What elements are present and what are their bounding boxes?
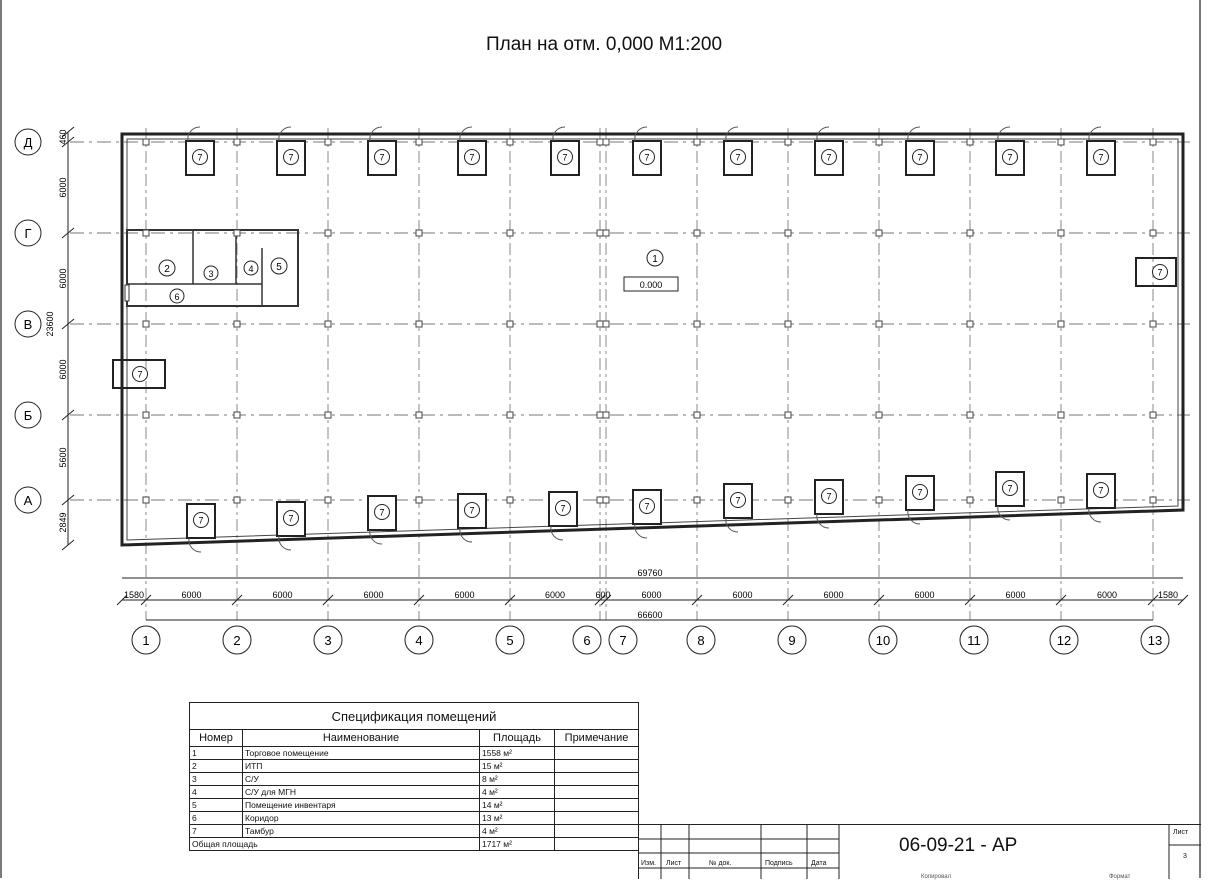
spec-cell-note (555, 760, 639, 773)
stamp-footer-copied: Копировал (921, 874, 952, 880)
row-axis-label: А (23, 493, 33, 508)
column (1150, 139, 1156, 145)
column (325, 230, 331, 236)
door-swing (635, 524, 647, 538)
room-tag-7: 7 (137, 369, 143, 380)
col-axis-label: 7 (619, 633, 627, 648)
column (1150, 497, 1156, 503)
room-tag-7: 7 (826, 491, 832, 502)
column (967, 139, 973, 145)
stamp-col-sheet: Лист (666, 860, 682, 867)
column (967, 412, 973, 418)
spec-cell-area: 1558 м² (480, 747, 555, 760)
column (143, 497, 149, 503)
column (416, 139, 422, 145)
room-tag-7: 7 (917, 152, 923, 163)
spec-header-number: Номер (190, 730, 243, 747)
column (876, 497, 882, 503)
column (597, 139, 603, 145)
column (603, 230, 609, 236)
column (1150, 321, 1156, 327)
total-height-dim: 23600 (45, 311, 55, 337)
row-dim-value: 5600 (58, 447, 68, 468)
column (876, 139, 882, 145)
column (876, 321, 882, 327)
col-dim-value: 6000 (641, 590, 662, 600)
column (876, 230, 882, 236)
spec-cell-number: 4 (190, 786, 243, 799)
col-axis-label: 4 (415, 633, 423, 648)
column (507, 497, 513, 503)
column (785, 230, 791, 236)
spec-cell-number: 6 (190, 812, 243, 825)
column (234, 321, 240, 327)
column (785, 497, 791, 503)
col-dim-value: 600 (595, 590, 611, 600)
spec-row (190, 773, 639, 786)
col-dim-value: 1580 (1157, 590, 1179, 600)
vestibule (277, 502, 305, 550)
column (507, 139, 513, 145)
column (597, 321, 603, 327)
spec-cell-number: 1 (190, 747, 243, 760)
spec-cell-area: 8 м² (480, 773, 555, 786)
col-dim-value: 6000 (1005, 590, 1026, 600)
row-axis-label: Д (23, 135, 33, 150)
spec-cell-number: 5 (190, 799, 243, 812)
spec-cell-name: Коридор (243, 812, 480, 825)
column (694, 321, 700, 327)
door-opening (125, 285, 129, 301)
column (234, 139, 240, 145)
column (143, 412, 149, 418)
room-tag-7: 7 (1098, 485, 1104, 496)
room-tag-7: 7 (735, 495, 741, 506)
spec-cell-area: 14 м² (480, 799, 555, 812)
spec-rows (190, 747, 639, 838)
stamp-col-doc: № док. (709, 860, 732, 867)
room-tag-7: 7 (1007, 483, 1013, 494)
column (694, 230, 700, 236)
column (597, 230, 603, 236)
col-dim-value: 6000 (544, 590, 566, 600)
room-tag-7: 7 (644, 152, 650, 163)
level-mark: 0.000 (639, 280, 663, 290)
door-swing (908, 510, 920, 524)
spec-total-value: 1717 м² (480, 838, 555, 851)
vestibules (133, 127, 1168, 552)
spec-cell-name: ИТП (243, 760, 480, 773)
spec-cell-note (555, 825, 639, 838)
row-axis-label: Б (23, 408, 33, 423)
column (325, 412, 331, 418)
drawing-code: 06-09-21 - АР (899, 835, 1018, 856)
sheet-number: 3 (1183, 853, 1187, 860)
column (416, 412, 422, 418)
column (785, 139, 791, 145)
column (603, 497, 609, 503)
room-tag-7: 7 (562, 152, 568, 163)
spec-cell-name: Тамбур (243, 825, 480, 838)
room-tag-4: 4 (248, 264, 254, 274)
room-tag-7: 7 (1098, 152, 1104, 163)
column (143, 139, 149, 145)
room-spec-table (189, 702, 639, 851)
spec-cell-area: 13 м² (480, 812, 555, 825)
column (1150, 412, 1156, 418)
col-dim-value: 6000 (181, 590, 202, 600)
room-tag-7: 7 (288, 152, 294, 163)
grid-lines (70, 128, 1190, 620)
column (143, 230, 149, 236)
spec-cell-note (555, 799, 639, 812)
column (967, 321, 973, 327)
column (785, 321, 791, 327)
stamp-col-date: Дата (811, 860, 827, 867)
room-tag-7: 7 (917, 487, 923, 498)
room-tag-7: 7 (469, 505, 475, 516)
column (325, 139, 331, 145)
room-tag-7: 7 (379, 507, 385, 518)
col-axis-label: 3 (324, 633, 332, 648)
col-dim-value: 6000 (272, 590, 293, 600)
axis-markers (15, 129, 1169, 654)
column (694, 139, 700, 145)
spec-cell-note (555, 812, 639, 825)
column (234, 230, 240, 236)
column (234, 497, 240, 503)
column (416, 321, 422, 327)
column (416, 497, 422, 503)
door-swing (998, 506, 1010, 520)
column (597, 497, 603, 503)
row-dim-value: 6000 (58, 177, 68, 198)
spec-row (190, 786, 639, 799)
spec-cell-name: С/У для МГН (243, 786, 480, 799)
room-tag-7: 7 (197, 152, 203, 163)
col-dim-value: 6000 (363, 590, 384, 600)
spec-cell-number: 3 (190, 773, 243, 786)
spec-header-name: Наименование (243, 730, 480, 747)
column (234, 412, 240, 418)
row-dim-value: 460 (58, 129, 68, 145)
spec-cell-note (555, 786, 639, 799)
spec-cell-note (555, 747, 639, 760)
spec-cell-area: 15 м² (480, 760, 555, 773)
col-dim-value: 6000 (454, 590, 475, 600)
room-tag-7: 7 (735, 152, 741, 163)
col-axis-label: 6 (583, 633, 591, 648)
col-axis-label: 1 (142, 633, 150, 648)
column (597, 412, 603, 418)
column (507, 230, 513, 236)
spec-caption: Спецификация помещений (190, 703, 639, 730)
col-axis-label: 13 (1147, 633, 1163, 648)
spec-header-area: Площадь (480, 730, 555, 747)
room-tag-7: 7 (288, 513, 294, 524)
column (1058, 321, 1064, 327)
room-tag-6: 6 (174, 292, 180, 302)
column (1058, 412, 1064, 418)
spec-cell-note (555, 773, 639, 786)
column (325, 497, 331, 503)
column (507, 412, 513, 418)
room-tag-7: 7 (644, 501, 650, 512)
door-swing (551, 526, 563, 540)
column (507, 321, 513, 327)
column (603, 139, 609, 145)
stamp-col-change: Изм. (641, 860, 656, 867)
vestibule (1087, 474, 1115, 522)
vestibule (549, 492, 577, 540)
column (603, 321, 609, 327)
column (325, 321, 331, 327)
spec-cell-number: 2 (190, 760, 243, 773)
spec-row (190, 799, 639, 812)
spec-cell-name: Торговое помещение (243, 747, 480, 760)
column (603, 412, 609, 418)
spec-cell-number: 7 (190, 825, 243, 838)
column (1058, 497, 1064, 503)
column (876, 412, 882, 418)
row-dim-value: 2849 (58, 512, 68, 533)
spec-row (190, 760, 639, 773)
row-dim-value: 6000 (58, 268, 68, 289)
column (967, 230, 973, 236)
col-dim-value: 6000 (823, 590, 844, 600)
spec-cell-area: 4 м² (480, 786, 555, 799)
dimension-lines (45, 127, 1188, 620)
drawing-title: План на отм. 0,000 М1:200 (485, 34, 723, 55)
room-tag-1: 1 (652, 254, 658, 265)
col-dim-value: 6000 (732, 590, 753, 600)
spec-header-note: Примечание (555, 730, 639, 747)
col-axis-label: 5 (506, 633, 514, 648)
row-axis-label: Г (24, 226, 32, 241)
col-axis-label: 9 (788, 633, 796, 648)
column (694, 497, 700, 503)
spec-row (190, 812, 639, 825)
col-axis-label: 8 (697, 633, 705, 648)
col-axis-label: 12 (1056, 633, 1072, 648)
spec-cell-name: С/У (243, 773, 480, 786)
structural-columns (143, 139, 1156, 503)
overall-dim: 69760 (637, 568, 663, 578)
room-tag-7: 7 (826, 152, 832, 163)
room-tag-3: 3 (208, 269, 214, 279)
room-tag-7: 7 (1157, 267, 1163, 278)
room-tag-7: 7 (379, 152, 385, 163)
vestibule (187, 504, 215, 552)
spec-row (190, 747, 639, 760)
room-tag-7: 7 (469, 152, 475, 163)
column (967, 497, 973, 503)
column (1058, 230, 1064, 236)
vestibule (633, 490, 661, 538)
vestibule (996, 472, 1024, 520)
col-dim-value: 6000 (1096, 590, 1118, 600)
col-dim-value: 1580 (123, 590, 145, 600)
title-block (638, 824, 1201, 879)
row-dim-value: 6000 (58, 359, 68, 380)
room-tag-5: 5 (276, 262, 282, 273)
spec-row (190, 825, 639, 838)
column (785, 412, 791, 418)
door-swing (189, 538, 201, 552)
column (1058, 139, 1064, 145)
spec-total-note (555, 838, 639, 851)
sheet-label: Лист (1173, 829, 1189, 836)
column (143, 321, 149, 327)
room-tag-7: 7 (1007, 152, 1013, 163)
stamp-col-sign: Подпись (765, 860, 793, 867)
row-axis-label: В (23, 317, 33, 332)
axes-dim: 66600 (637, 610, 663, 620)
column (416, 230, 422, 236)
col-axis-label: 11 (967, 633, 981, 648)
room-tag-7: 7 (198, 515, 204, 526)
room-tag-7: 7 (560, 503, 566, 514)
col-dim-value: 6000 (914, 590, 935, 600)
door-swing (1089, 508, 1101, 522)
vestibule (906, 476, 934, 524)
column (1150, 230, 1156, 236)
stamp-footer-format: Формат (1109, 874, 1131, 880)
col-axis-label: 2 (233, 633, 241, 648)
column (694, 412, 700, 418)
spec-cell-name: Помещение инвентаря (243, 799, 480, 812)
spec-cell-area: 4 м² (480, 825, 555, 838)
spec-total-label: Общая площадь (190, 838, 480, 851)
col-axis-label: 10 (875, 633, 891, 648)
room-tag-2: 2 (164, 264, 170, 275)
